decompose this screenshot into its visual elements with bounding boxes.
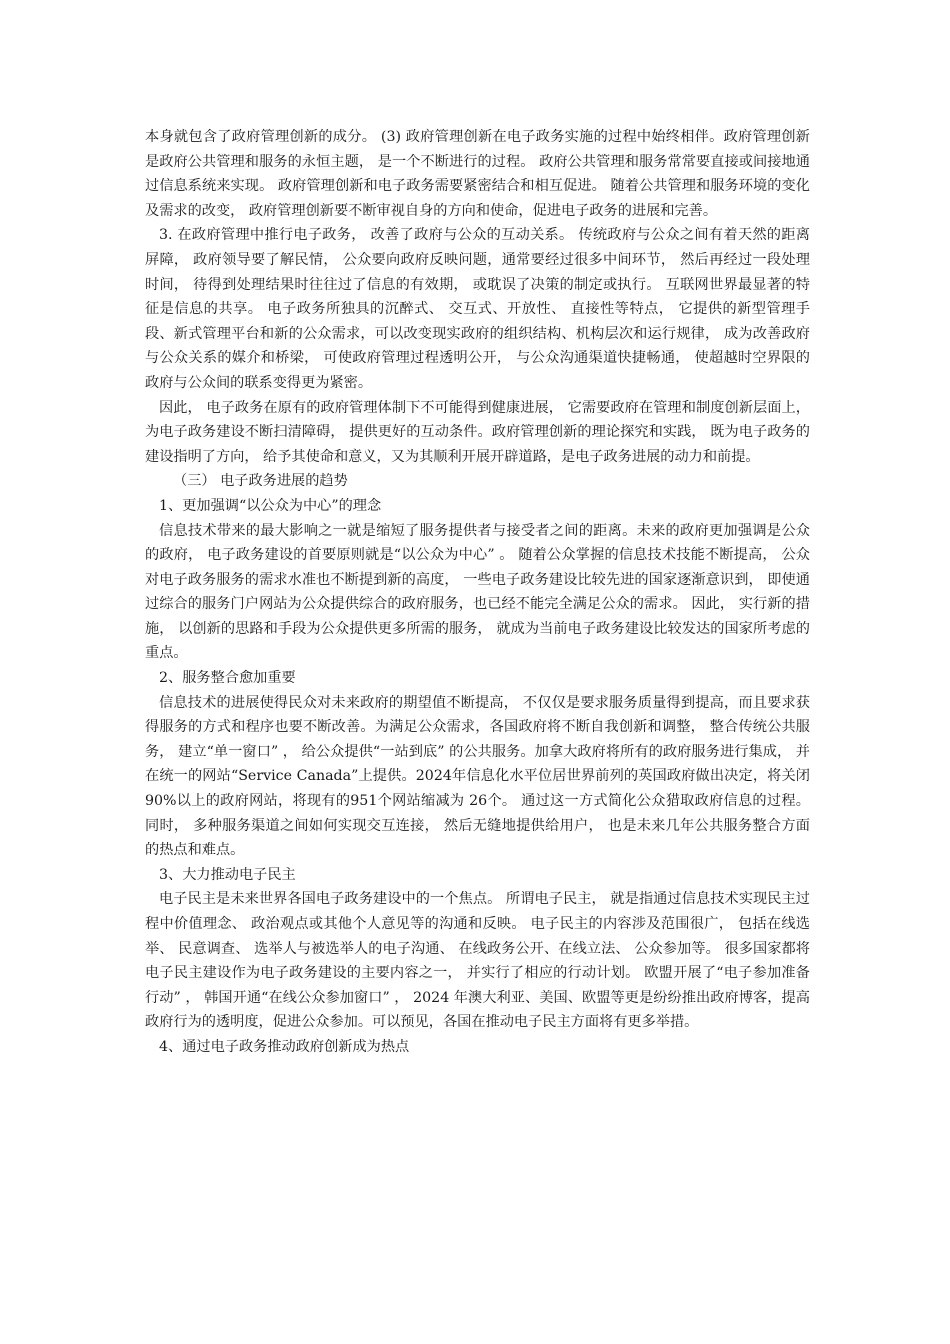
paragraph-therefore: 因此， 电子政务在原有的政府管理体制下不可能得到健康进展， 它需要政府在管理和制度创新层面上， 为电子政务建设不断扫清障碍， 提供更好的互动条件。政府管理创新的理论探究和实践， 既为电子政务的建设指明了方向， 给予其使命和意义，又为其顺利开展开辟道路，是电子政务进展的动力和前提。 — [145, 399, 810, 465]
section-heading-trends: （三） 电子政务进展的趋势 — [173, 473, 348, 490]
paragraph-management-innovation: 本身就包含了政府管理创新的成分。 (3) 政府管理创新在电子政务实施的过程中始终相伴。政府管理创新是政府公共管理和服务的永恒主题， 是一个不断进行的过程。 政府公共管理和服务常常要直接或间接地通过信息系统来实现。 政府管理创新和电子政务需要紧密结合和相互促进。 随着公共管理和服务环境的变化及需求的改变， 政府管理创新要不断审视自身的方向和使命，促进电子政务的进展和完善。 — [145, 129, 810, 219]
subheading-e-democracy: 3、大力推动电子民主 — [159, 866, 296, 883]
document-body — [145, 125, 810, 1060]
paragraph-public-centered: 信息技术带来的最大影响之一就是缩短了服务提供者与接受者之间的距离。未来的政府更加强调是公众的政府， 电子政务建设的首要原则就是“以公众为中心” 。 随着公众掌握的信息技术技能不断提高， 公众对电子政务服务的需求水准也不断提到新的高度， 一些电子政务建设比较先进的国家逐渐意识到， 即使通过综合的服务门户网站为公众提供综合的政府服务，也已经不能完全满足公众的需求。 因此， 实行新的措施， 以创新的思路和手段为公众提供更多所需的服务， 就成为当前电子政务建设比较发达的国家所考虑的重点。 — [145, 522, 810, 662]
subheading-public-centered: 1、更加强调“以公众为中心”的理念 — [159, 497, 382, 514]
paragraph-e-democracy: 电子民主是未来世界各国电子政务建设中的一个焦点。 所谓电子民主， 就是指通过信息技术实现民主过程中价值理念、 政治观点或其他个人意见等的沟通和反映。 电子民主的内容涉及范围很广， 包括在线选举、 民意调查、 选举人与被选举人的电子沟通、 在线政务公开、在线立法、 公众参加等。 很多国家都将电子民主建设作为电子政务建设的主要内容之一， 并实行了相应的行动计划。 欧盟开展了“电子参加准备行动” ， 韩国开通“在线公众参加窗口” ， 2024 年澳大利亚、美国、欧盟等更是纷纷推出政府博客，提高政府行为的透明度，促进公众参加。可以预见，各国在推动电子民主方面将有更多举措。 — [145, 891, 810, 1031]
paragraph-point-3-interaction: 3. 在政府管理中推行电子政务， 改善了政府与公众的互动关系。 传统政府与公众之间有着天然的距离屏障， 政府领导要了解民情， 公众要向政府反映问题，通常要经过很多中间环节， 然后再经过一段处理时间， 待得到处理结果时往往过了信息的有效期， 或耽误了决策的制定或执行。 互联网世界最显著的特征是信息的共享。 电子政务所独具的沉醉式、 交互式、开放性、 直接性等特点， 它提供的新型管理手段、新式管理平台和新的公众需求，可以改变现实政府的组织结构、机构层次和运行规律， 成为改善政府与公众关系的媒介和桥梁， 可使政府管理过程透明公开， 与公众沟通渠道快捷畅通， 使超越时空界限的政府与公众间的联系变得更为紧密。 — [145, 227, 810, 391]
paragraph-service-integration: 信息技术的进展使得民众对未来政府的期望值不断提高， 不仅仅是要求服务质量得到提高，而且要求获得服务的方式和程序也要不断改善。为满足公众需求，各国政府将不断自我创新和调整， 整合传统公共服务， 建立“单一窗口” ， 给公众提供“一站到底” 的公共服务。加拿大政府将所有的政府服务进行集成， 并在统一的网站“Service Canada”上提供。2024年信息化水平位居世界前列的英国政府做出决定，将关闭90%以上的政府网站，将现有的951个网站缩减为 26个。 通过这一方式简化公众猎取政府信息的过程。 同时， 多种服务渠道之间如何实现交互连接， 然后无缝地提供给用户， 也是未来几年公共服务整合方面的热点和难点。 — [145, 694, 810, 859]
subheading-government-innovation: 4、通过电子政务推动政府创新成为热点 — [159, 1038, 410, 1055]
subheading-service-integration: 2、服务整合愈加重要 — [159, 670, 296, 687]
